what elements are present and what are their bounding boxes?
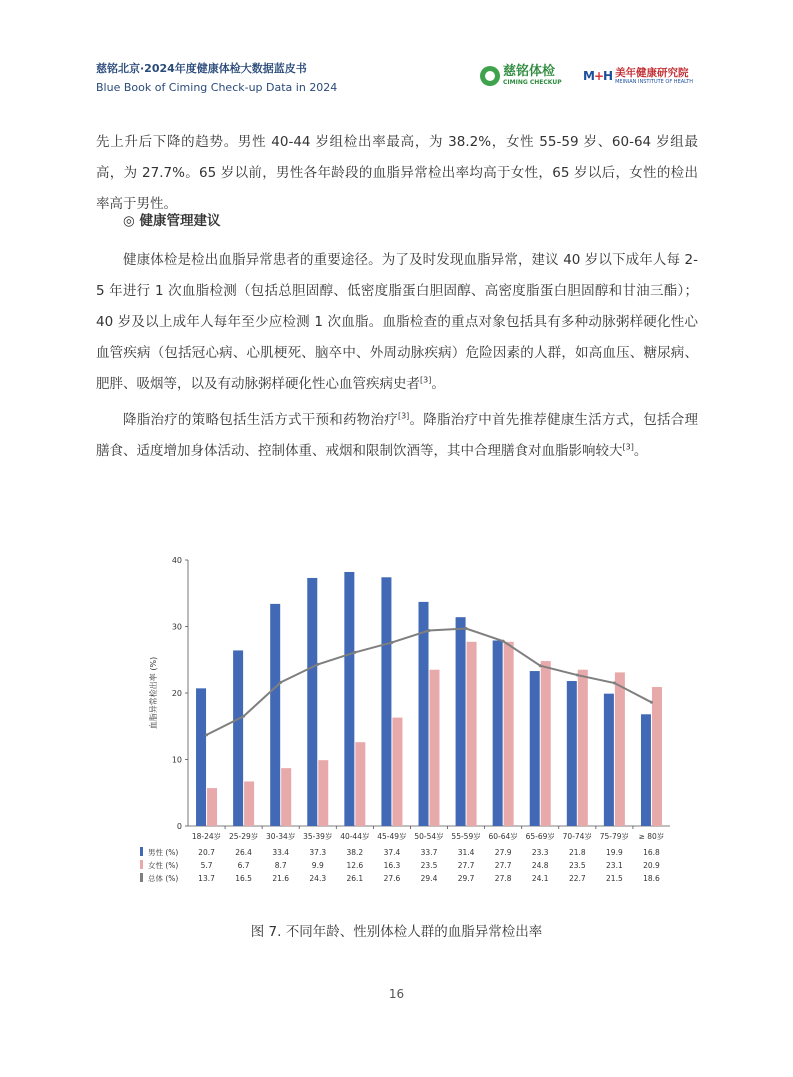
paragraph-screening	[96, 245, 698, 400]
data-label-total: 13.7	[198, 874, 215, 883]
data-label-total: 24.3	[309, 874, 327, 883]
data-label-total: 27.6	[383, 874, 401, 883]
x-tick-label: 60-64岁	[488, 832, 518, 841]
bar-female	[541, 661, 551, 826]
x-tick-label: 70-74岁	[562, 832, 592, 841]
meinian-logo-name: 美年健康研究院	[615, 66, 689, 79]
reference-mark: [3]	[622, 442, 634, 452]
ciming-logo-name: 慈铭体检	[503, 64, 556, 79]
data-label-female: 23.5	[420, 861, 438, 870]
bar-female	[430, 670, 440, 826]
data-label-female: 24.8	[531, 861, 549, 870]
point-total	[390, 641, 393, 644]
y-tick-label: 30	[171, 622, 182, 632]
data-label-female: 27.7	[494, 861, 512, 870]
bar-female	[392, 718, 402, 826]
x-tick-label: 50-54岁	[414, 832, 444, 841]
point-total	[205, 733, 208, 736]
bar-male	[344, 572, 354, 826]
paragraph-trend: 先上升后下降的趋势。男性 40-44 岁组检出率最高，为 38.2%，女性 55-59 岁、60-64 岁组最高，为 27.7%。65 岁以前，男性各年龄段的血脂异常检出率均高于女性，65 岁以后，女性的检出率高于男性。	[96, 134, 698, 212]
legend-swatch	[140, 847, 143, 856]
data-label-total: 21.5	[606, 874, 623, 883]
page-number: 16	[388, 987, 405, 1001]
chart-svg	[140, 548, 670, 898]
data-label-female: 23.5	[568, 861, 586, 870]
y-tick-label: 20	[171, 689, 182, 698]
x-tick-label: ≥ 80岁	[638, 832, 665, 841]
x-tick-label: 75-79岁	[599, 832, 630, 841]
bar-female	[318, 760, 328, 826]
data-label-female: 23.1	[606, 861, 623, 870]
point-total	[576, 674, 579, 677]
bar-male	[419, 602, 429, 826]
paragraph-screening-end: 。	[431, 376, 445, 392]
bar-male	[456, 617, 466, 826]
ciming-logo-sub: CIMING CHECKUP	[503, 79, 562, 86]
dyslipidemia-chart	[140, 548, 670, 898]
bar-female	[652, 687, 662, 826]
paragraph-treatment-end: 。	[633, 443, 648, 459]
data-label-female: 27.7	[457, 861, 475, 870]
point-total	[316, 663, 319, 666]
legend-swatch	[140, 873, 143, 882]
data-label-total: 29.4	[420, 874, 438, 883]
data-label-female: 16.3	[383, 861, 401, 870]
data-label-male: 21.8	[568, 848, 586, 857]
data-label-female: 6.7	[237, 861, 250, 870]
data-label-total: 21.6	[272, 874, 290, 883]
legend-label: 男性 (%)	[148, 848, 179, 857]
data-label-total: 26.1	[346, 874, 364, 883]
figure-caption: 图 7. 不同年龄、性别体检人群的血脂异常检出率	[250, 924, 543, 940]
point-total	[465, 627, 468, 630]
bar-male	[604, 694, 614, 826]
bar-male	[567, 681, 577, 826]
bar-female	[467, 642, 477, 826]
meinian-logo	[583, 64, 698, 88]
data-label-female: 8.7	[274, 861, 287, 870]
point-total	[539, 664, 542, 667]
data-label-female: 12.6	[346, 861, 364, 870]
bar-female	[281, 768, 291, 826]
y-tick-label: 0	[176, 822, 182, 831]
data-label-male: 19.9	[606, 848, 623, 857]
reference-mark: [3]	[420, 375, 432, 385]
x-tick-label: 40-44岁	[340, 832, 370, 841]
data-label-male: 33.7	[420, 848, 438, 857]
data-label-male: 37.4	[383, 848, 401, 857]
x-tick-label: 25-29岁	[228, 832, 259, 841]
data-label-male: 20.7	[198, 848, 215, 857]
paragraph-treatment-text-b: 。降脂治疗中首先推荐健康生活方式，包括合理膳食、适度增加身体活动、控制体重、戒烟和限制饮酒等，其中合理膳食对血脂影响较大	[96, 412, 699, 459]
ciming-logo	[480, 64, 575, 88]
bar-male	[530, 671, 540, 826]
data-label-total: 18.6	[643, 874, 660, 883]
paragraph-treatment	[96, 405, 698, 467]
y-axis-label: 血脂异常检出率 (%)	[149, 656, 158, 730]
y-tick-label: 40	[171, 556, 182, 565]
bar-female	[504, 642, 514, 826]
meinian-logo-sub: MEINIAN INSTITUTE OF HEALTH	[615, 78, 694, 85]
legend-label: 女性 (%)	[148, 861, 179, 870]
x-tick-label: 45-49岁	[377, 832, 407, 841]
point-total	[242, 715, 245, 718]
point-total	[279, 681, 282, 684]
bar-male	[233, 650, 243, 826]
bar-male	[196, 688, 206, 826]
data-label-male: 33.4	[272, 848, 290, 857]
data-label-male: 26.4	[235, 848, 252, 857]
data-label-total: 16.5	[235, 874, 252, 883]
point-total	[650, 701, 653, 704]
section-title: ◎ 健康管理建议	[123, 213, 221, 229]
data-label-male: 31.4	[457, 848, 475, 857]
data-label-male: 38.2	[346, 848, 364, 857]
x-tick-label: 55-59岁	[451, 832, 481, 841]
bar-male	[641, 714, 651, 826]
legend-swatch	[140, 860, 143, 869]
data-label-male: 23.3	[531, 848, 549, 857]
point-total	[353, 651, 356, 654]
x-tick-label: 35-39岁	[303, 832, 333, 841]
x-tick-label: 65-69岁	[525, 832, 555, 841]
bar-male	[270, 604, 280, 826]
data-label-total: 29.7	[457, 874, 475, 883]
paragraph-screening-text: 健康体检是检出血脂异常患者的重要途径。为了及时发现血脂异常，建议 40 岁以下成年人每 2-5 年进行 1 次血脂检测（包括总胆固醇、低密度脂蛋白胆固醇、高密度脂蛋白胆固醇和甘油三酯）；40 岁及以上成年人每年至少应检测 1 次血脂。血脂检查的重点对象包括具有多种动脉粥样硬化性心血管疾病（包括冠心病、心肌梗死、脑卒中、外周动脉疾病）危险因素的人群，如高血压、糖尿病、肥胖、吸烟等，以及有动脉粥样硬化性心血管疾病史者	[96, 252, 698, 392]
data-label-total: 22.7	[568, 874, 586, 883]
point-total	[613, 682, 616, 685]
data-label-female: 20.9	[643, 861, 660, 870]
point-total	[428, 629, 431, 632]
point-total	[502, 640, 505, 643]
data-label-male: 16.8	[643, 848, 660, 857]
ciming-logo-icon	[480, 66, 500, 86]
bar-male	[493, 640, 503, 826]
data-label-male: 27.9	[494, 848, 512, 857]
header-title-en: Blue Book of Ciming Check-up Data in 2024	[96, 81, 338, 94]
data-label-male: 37.3	[309, 848, 327, 857]
data-label-female: 9.9	[311, 861, 324, 870]
paragraph-treatment-text-a: 降脂治疗的策略包括生活方式干预和药物治疗	[123, 412, 398, 428]
y-tick-label: 10	[171, 755, 182, 765]
bar-female	[244, 781, 254, 826]
bar-female	[355, 742, 365, 826]
bar-female	[615, 672, 625, 826]
data-label-female: 5.7	[200, 861, 213, 870]
bar-male	[381, 577, 391, 826]
data-label-total: 27.8	[494, 874, 512, 883]
legend-label: 总体 (%)	[148, 874, 179, 883]
bar-female	[207, 788, 217, 826]
x-tick-label: 30-34岁	[266, 832, 296, 841]
bar-male	[307, 578, 317, 826]
meinian-logo-icon: M+H	[583, 69, 613, 83]
data-label-total: 24.1	[531, 874, 549, 883]
bar-female	[578, 670, 588, 826]
x-tick-label: 18-24岁	[191, 832, 222, 841]
header-title-cn: 慈铭北京·2024年度健康体检大数据蓝皮书	[96, 62, 307, 75]
reference-mark: [3]	[397, 411, 410, 421]
